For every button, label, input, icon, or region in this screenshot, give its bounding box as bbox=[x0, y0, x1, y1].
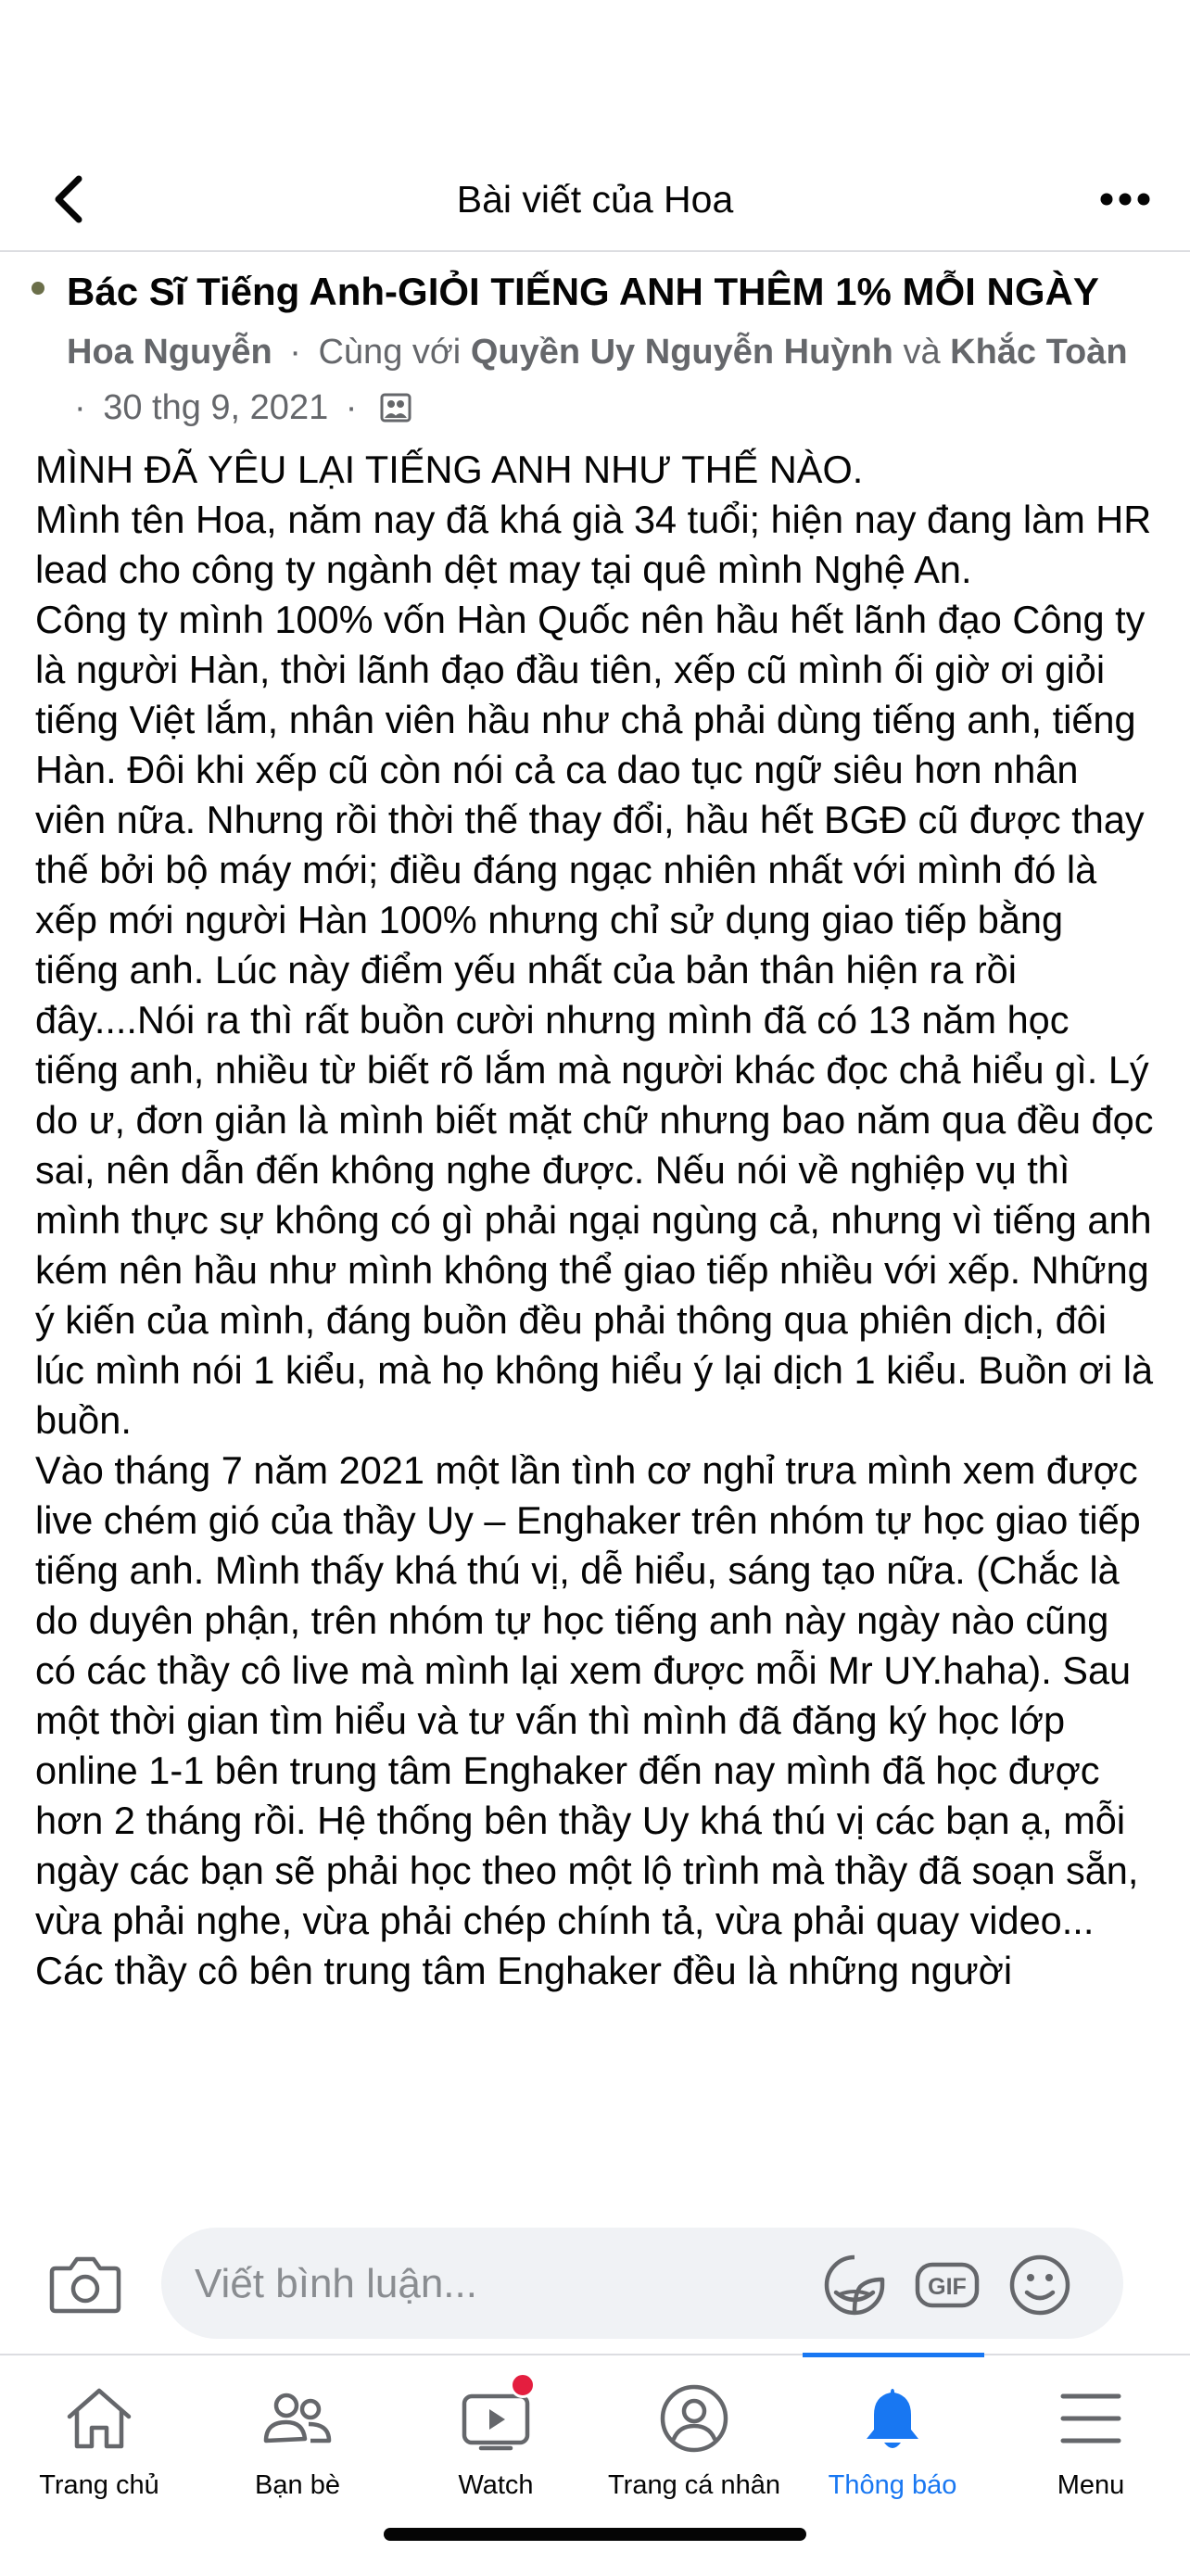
gif-label: GIF bbox=[928, 2274, 967, 2300]
camera-button[interactable] bbox=[48, 2248, 122, 2318]
tab-menu[interactable] bbox=[992, 2355, 1190, 2532]
back-button[interactable] bbox=[37, 167, 102, 232]
post bbox=[0, 263, 1190, 2200]
tagged-user-link[interactable]: Khắc Toàn bbox=[950, 333, 1128, 372]
notification-badge bbox=[510, 2372, 536, 2398]
post-body bbox=[0, 436, 1190, 1996]
with-text: Cùng với bbox=[318, 333, 462, 372]
post-meta bbox=[67, 324, 1153, 436]
meta-separator: · bbox=[74, 388, 86, 427]
post-paragraph: MÌNH ĐÃ YÊU LẠI TIẾNG ANH NHƯ THẾ NÀO. bbox=[35, 448, 864, 491]
tab-friends[interactable] bbox=[198, 2355, 397, 2532]
tab-label: Watch bbox=[458, 2470, 534, 2500]
and-text: và bbox=[903, 333, 941, 372]
post-header bbox=[0, 263, 1190, 436]
tab-label: Thông báo bbox=[828, 2470, 957, 2500]
group-name-link[interactable]: Bác Sĩ Tiếng Anh-GIỎI TIẾNG ANH THÊM 1% MỖI NGÀY bbox=[67, 270, 1099, 313]
post-date[interactable]: 30 thg 9, 2021 bbox=[103, 388, 329, 427]
profile-icon bbox=[657, 2381, 731, 2456]
tab-label: Trang cá nhân bbox=[608, 2470, 780, 2500]
group-avatar[interactable] bbox=[32, 282, 44, 295]
tab-label: Bạn bè bbox=[255, 2470, 340, 2500]
status-area bbox=[0, 0, 1190, 148]
group-privacy-icon bbox=[380, 393, 411, 423]
home-icon bbox=[62, 2381, 136, 2456]
meta-separator: · bbox=[345, 388, 358, 427]
more-button[interactable] bbox=[1088, 167, 1162, 232]
menu-icon bbox=[1054, 2381, 1128, 2456]
camera-icon bbox=[48, 2248, 122, 2318]
comment-input[interactable] bbox=[161, 2228, 1123, 2339]
page-title: Bài viết của Hoa bbox=[456, 177, 734, 221]
tab-label: Trang chủ bbox=[39, 2470, 159, 2500]
post-paragraph: Vào tháng 7 năm 2021 một lần tình cơ nghỉ trưa mình xem được live chém gió của thầy Uy – Enghaker trên nhóm tự học giao tiếp tiếng anh. Mình thấy khá thú vị, dễ hiểu, sáng tạo nữa. (Chắc là do duyên phận, trên nhóm tự học tiếng anh này ngày nào cũng có các thầy cô live mà mình lại xem được mỗi Mr UY.haha). Sau một thời gian tìm hiểu và tư vấn thì mình đã đăng ký học lớp online 1-1 bên trung tâm Enghaker đến nay mình đã học được hơn 2 tháng rồi. Hệ thống bên thầy Uy khá thú vị các bạn ạ, mỗi ngày các bạn sẽ phải học theo một lộ trình mà thầy đã soạn sẵn, vừa phải nghe, vừa phải chép chính tả, vừa phải quay video... bbox=[35, 1448, 1141, 1942]
tab-profile[interactable] bbox=[595, 2355, 793, 2532]
meta-separator: · bbox=[289, 333, 301, 372]
tab-home[interactable] bbox=[0, 2355, 198, 2532]
comment-placeholder: Viết bình luận... bbox=[195, 2261, 477, 2306]
bottom-tab-bar bbox=[0, 2354, 1190, 2576]
gif-button[interactable] bbox=[914, 2252, 981, 2318]
tab-notifications[interactable] bbox=[793, 2355, 992, 2532]
tab-watch[interactable] bbox=[397, 2355, 595, 2532]
author-link[interactable]: Hoa Nguyễn bbox=[67, 333, 272, 372]
post-paragraph: Công ty mình 100% vốn Hàn Quốc nên hầu hết lãnh đạo Công ty là người Hàn, thời lãnh đạo đầu tiên, xếp cũ mình ối giờ ơi giỏi tiếng Việt lắm, nhân viên hầu như chả phải dùng tiếng anh, tiếng Hàn. Đôi khi xếp cũ còn nói cả ca dao tục ngữ siêu hơn nhân viên nữa. Nhưng rồi thời thế thay đổi, hầu hết BGĐ cũ được thay thế bởi bộ máy mới; điều đáng ngạc nhiên nhất với mình đó là xếp mới người Hàn 100% nhưng chỉ sử dụng giao tiếp bằng tiếng anh. Lúc này điểm yếu nhất của bản thân hiện ra rồi đây....Nói ra thì rất buồn cười nhưng mình đã có 13 năm học tiếng anh, nhiều từ biết rõ lắm mà người khác đọc chả hiểu gì. Lý do ư, đơn giản là mình biết mặt chữ nhưng bao năm qua đều đọc sai, nên dẫn đến không nghe được. Nếu nói về nghiệp vụ thì mình thực sự không có gì phải ngại ngùng cả, nhưng vì tiếng anh kém nên hầu như mình không thể giao tiếp nhiều với xếp. Những ý kiến của mình, đáng buồn đều phải thông qua phiên dịch, đôi lúc mình nói 1 kiểu, mà họ không hiểu ý lại dịch 1 kiểu. Buồn ơi là buồn. bbox=[35, 598, 1154, 1442]
sticker-icon[interactable] bbox=[821, 2252, 888, 2318]
gif-icon bbox=[914, 2252, 981, 2318]
post-paragraph: Mình tên Hoa, năm nay đã khá già 34 tuổi; hiện nay đang làm HR lead cho công ty ngành dệt may tại quê mình Nghệ An. bbox=[35, 498, 1152, 591]
friends-icon bbox=[260, 2381, 335, 2456]
emoji-icon[interactable] bbox=[1006, 2252, 1073, 2318]
home-indicator bbox=[384, 2528, 806, 2541]
comment-bar bbox=[0, 2213, 1190, 2352]
bell-icon bbox=[855, 2381, 930, 2456]
more-horizontal-icon bbox=[1099, 192, 1151, 207]
tab-label: Menu bbox=[1057, 2470, 1125, 2500]
top-nav-bar bbox=[0, 148, 1190, 252]
chevron-left-icon bbox=[51, 173, 88, 225]
tagged-user-link[interactable]: Quyền Uy Nguyễn Huỳnh bbox=[470, 333, 893, 372]
post-paragraph: Các thầy cô bên trung tâm Enghaker đều là những người bbox=[35, 1949, 1013, 1992]
